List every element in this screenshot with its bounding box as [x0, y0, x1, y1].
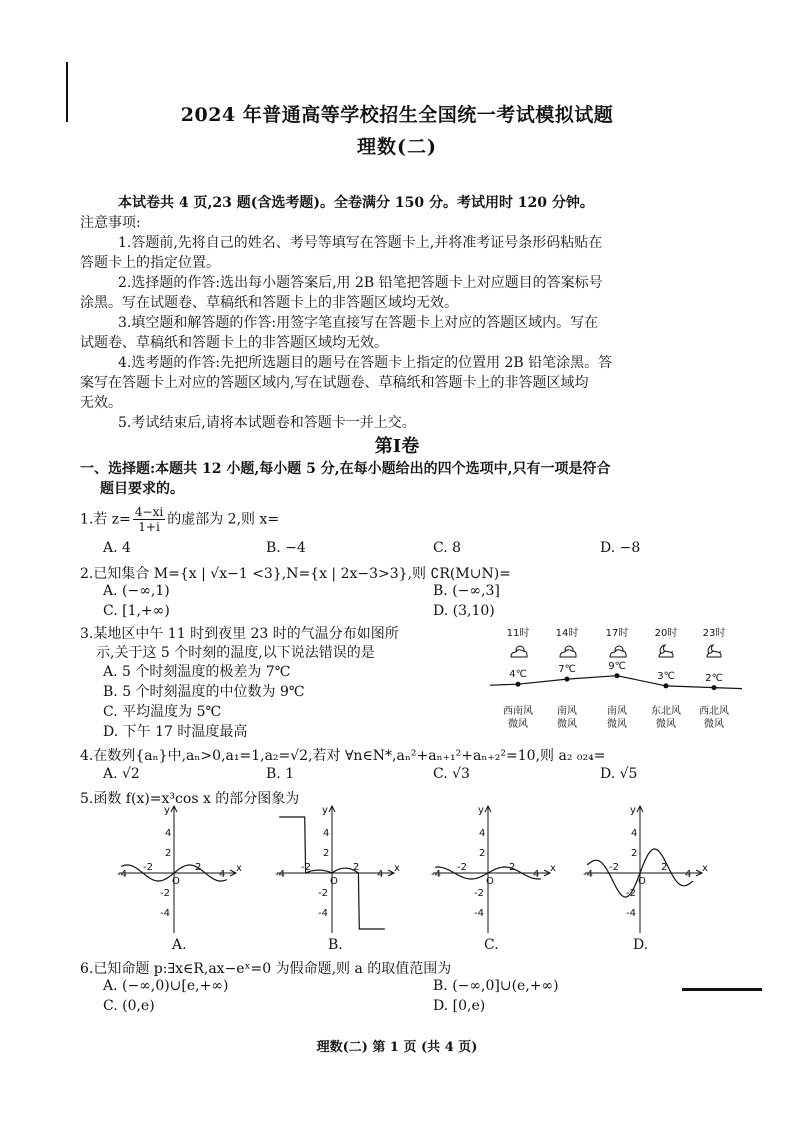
page-title: 2024 年普通高等学校招生全国统一考试模拟试题: [180, 104, 614, 126]
wind-direction: 南风: [607, 706, 627, 717]
notice-line: 无效。: [80, 395, 122, 411]
axis-label: x: [702, 863, 708, 874]
tick-label: -4: [626, 908, 636, 919]
q2-option-a[interactable]: A. (−∞,1): [103, 583, 170, 599]
notice-line: 涂黑。写在试题卷、草稿纸和答题卡上的非答题区域均无效。: [80, 295, 458, 311]
q6-option-b[interactable]: B. (−∞,0]∪(e,+∞): [433, 978, 559, 994]
part-heading-cont: 题目要求的。: [100, 481, 184, 497]
axis-label: y: [164, 805, 170, 816]
temperature-label: 9℃: [608, 660, 626, 672]
tick-label: -4: [474, 908, 484, 919]
q4-option-c[interactable]: C. √3: [433, 766, 470, 782]
tick-label: -4: [275, 869, 285, 880]
origin-label: O: [172, 876, 180, 887]
notice-line: 答题卡上的指定位置。: [80, 255, 220, 271]
notice-heading: 注意事项:: [80, 215, 141, 231]
tick-label: -2: [143, 862, 153, 873]
axis-label: x: [394, 863, 400, 874]
time-label: 23时: [702, 628, 726, 639]
tick-label: 2: [661, 862, 668, 873]
wind-strength: 微风: [557, 719, 577, 730]
weather-icons: [511, 645, 721, 657]
time-label: 20时: [654, 628, 678, 639]
q1-fraction: [133, 505, 165, 534]
tick-label: -4: [583, 869, 593, 880]
q2-option-c[interactable]: C. [1,+∞): [103, 603, 170, 619]
tick-label: 4: [219, 869, 226, 880]
cloudy-sun-icon: [511, 646, 527, 657]
wind-strength: 微风: [508, 719, 528, 730]
temperature-point: [565, 677, 570, 682]
cloudy-sun-icon: [560, 646, 576, 657]
question-6-stem: 6.已知命题 p:∃x∈R,ax−eˣ=0 为假命题,则 a 的取值范围为: [80, 961, 452, 977]
scan-mark-right: [682, 988, 762, 991]
notice-line: 1.答题前,先将自己的姓名、考号等填写在答题卡上,并将准考证号条形码粘贴在: [118, 235, 603, 251]
time-label: 14时: [555, 628, 579, 639]
tick-label: -2: [318, 888, 328, 899]
origin-label: O: [486, 876, 494, 887]
tick-label: 4: [479, 828, 486, 839]
q3-option-d[interactable]: D. 下午 17 时温度最高: [103, 724, 248, 740]
notice-line: 案写在答题卡上对应的答题区域内,写在试题卷、草稿纸和答题卡上的非答题区域均: [80, 375, 589, 391]
q5-option-b[interactable]: B.: [328, 937, 343, 953]
q6-option-a[interactable]: A. (−∞,0)∪[e,+∞): [103, 978, 229, 994]
tick-label: 4: [533, 869, 540, 880]
tick-label: 4: [377, 869, 384, 880]
temperature-point: [712, 685, 717, 690]
time-label: 17时: [605, 628, 629, 639]
q1-suffix: 的虚部为 2,则 x=: [167, 511, 280, 528]
question-2-stem: 2.已知集合 M={x | √x−1 <3},N={x | 2x−3>3},则 ∁R(M∪N)=: [80, 566, 511, 582]
wind-direction: 南风: [557, 706, 577, 717]
axis-label: y: [322, 805, 328, 816]
time-label: 11时: [506, 628, 530, 639]
notice-line: 4.选考题的作答:先把所选题目的题号在答题卡上指定的位置用 2B 铅笔涂黑。答: [118, 355, 613, 371]
q4-option-a[interactable]: A. √2: [103, 766, 140, 782]
q5-option-a[interactable]: A.: [172, 937, 187, 953]
tick-label: 2: [165, 848, 172, 859]
tick-label: -2: [609, 862, 619, 873]
tick-label: -4: [117, 869, 127, 880]
temperature-label: 2℃: [705, 672, 723, 684]
q1-denominator: 1+i: [138, 520, 160, 534]
section-title: 第Ⅰ卷: [374, 436, 420, 457]
q3-option-a[interactable]: A. 5 个时刻温度的极差为 7℃: [103, 664, 291, 680]
graph-a: [117, 805, 242, 933]
wind-direction: 东北风: [651, 706, 681, 717]
q1-numerator: 4−xi: [134, 505, 164, 519]
graph-d: [583, 805, 708, 933]
q4-option-b[interactable]: B. 1: [266, 766, 295, 782]
q5-option-c[interactable]: C.: [484, 937, 499, 953]
temperature-label: 3℃: [657, 670, 675, 682]
origin-label: O: [638, 876, 646, 887]
tick-label: -4: [318, 908, 328, 919]
notice-line: 5.考试结束后,请将本试题卷和答题卡一并上交。: [118, 415, 416, 431]
temperature-label: 7℃: [558, 664, 576, 676]
tick-label: 4: [165, 828, 172, 839]
tick-label: 4: [631, 828, 638, 839]
q3-option-c[interactable]: C. 平均温度为 5℃: [103, 704, 222, 720]
question-5-stem: 5.函数 f(x)=x³cos x 的部分图象为: [80, 791, 300, 807]
tick-label: 2: [353, 862, 360, 873]
tick-label: 4: [685, 869, 692, 880]
part-heading: 一、选择题:本题共 12 小题,每小题 5 分,在每小题给出的四个选项中,只有一项是符合: [80, 461, 611, 477]
question-3-line2: 示,关于这 5 个时刻的温度,以下说法错误的是: [96, 645, 375, 661]
tick-label: -4: [431, 869, 441, 880]
cloudy-sun-icon: [610, 646, 626, 657]
q6-option-c[interactable]: C. (0,e): [103, 998, 155, 1014]
function-graphs: [100, 805, 720, 940]
question-3-line1: 3.某地区中午 11 时到夜里 23 时的气温分布如图所: [80, 626, 399, 642]
temperature-label: 4℃: [509, 669, 527, 681]
q2-option-b[interactable]: B. (−∞,3]: [433, 583, 500, 599]
q6-option-d[interactable]: D. [0,e): [433, 998, 486, 1014]
page-footer: 理数(二) 第 1 页 (共 4 页): [316, 1040, 478, 1055]
q2-option-d[interactable]: D. (3,10): [433, 603, 495, 619]
wind-strength: 微风: [656, 719, 676, 730]
tick-label: -2: [626, 888, 636, 899]
q3-option-b[interactable]: B. 5 个时刻温度的中位数为 9℃: [103, 684, 305, 700]
tick-label: -2: [301, 862, 311, 873]
axis-label: y: [630, 805, 636, 816]
tick-label: 2: [509, 862, 516, 873]
axis-label: x: [236, 863, 242, 874]
tick-label: 2: [195, 862, 202, 873]
question-1-stem: [80, 505, 279, 534]
tick-label: -4: [160, 908, 170, 919]
graph-c: [431, 805, 556, 933]
graph-b: [275, 805, 400, 933]
tick-label: -2: [160, 888, 170, 899]
axis-label: y: [478, 805, 484, 816]
wind-label: [684, 705, 744, 731]
tick-label: 2: [323, 848, 330, 859]
axis-label: x: [550, 863, 556, 874]
moon-cloud-icon: [707, 645, 721, 657]
wind-direction: 西北风: [699, 706, 729, 717]
tick-label: -2: [457, 862, 467, 873]
q5-option-d[interactable]: D.: [633, 937, 649, 953]
notice-line: 试题卷、草稿纸和答题卡上的非答题区域均无效。: [80, 335, 388, 351]
origin-label: O: [330, 876, 338, 887]
temperature-point: [664, 683, 669, 688]
wind-direction: 西南风: [503, 706, 533, 717]
q1-option-c[interactable]: C. 8: [433, 540, 462, 556]
weather-figure: [490, 625, 750, 737]
page-subtitle: 理数(二): [357, 136, 437, 158]
question-4-stem: 4.在数列{aₙ}中,aₙ>0,a₁=1,a₂=√2,若对 ∀n∈N*,aₙ²+aₙ₊₁²+aₙ₊₂²=10,则 a₂ ₀₂₄=: [80, 748, 606, 764]
tick-label: 2: [479, 848, 486, 859]
notice-line: 2.选择题的作答:选出每小题答案后,用 2B 铅笔把答题卡上对应题目的答案标号: [118, 275, 603, 291]
temperature-point: [615, 673, 620, 678]
exam-intro: 本试卷共 4 页,23 题(含选考题)。全卷满分 150 分。考试用时 120 分钟。: [118, 195, 594, 211]
q1-option-a[interactable]: A. 4: [103, 540, 131, 556]
tick-label: -2: [474, 888, 484, 899]
tick-label: 4: [323, 828, 330, 839]
wind-strength: 微风: [704, 719, 724, 730]
wind-strength: 微风: [607, 719, 627, 730]
q4-option-d[interactable]: D. √5: [600, 766, 638, 782]
notice-line: 3.填空题和解答题的作答:用签字笔直接写在答题卡上对应的答题区域内。写在: [118, 315, 599, 331]
q1-option-b[interactable]: B. −4: [266, 540, 306, 556]
tick-label: 2: [631, 848, 638, 859]
q1-option-d[interactable]: D. −8: [600, 540, 641, 556]
moon-cloud-icon: [659, 645, 673, 657]
q1-prefix: 1.若 z=: [80, 511, 131, 528]
temperature-point: [516, 682, 521, 687]
